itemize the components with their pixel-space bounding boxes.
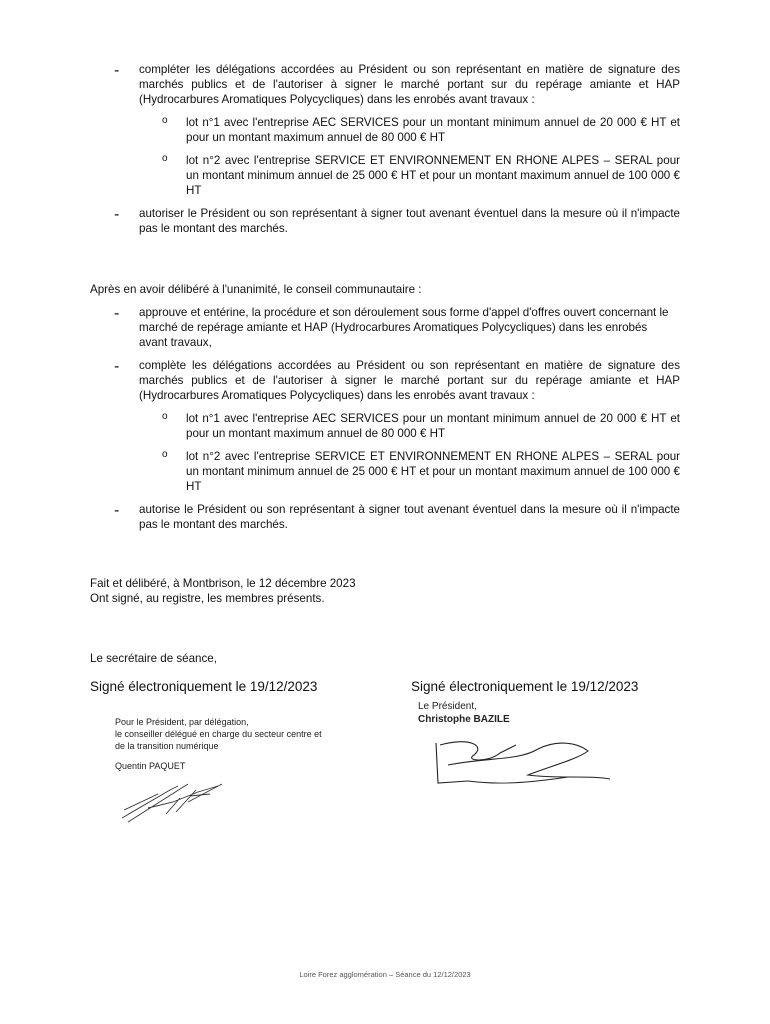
list-item: [90, 358, 680, 403]
deliberation-intro: Après en avoir délibéré à l'unanimité, le conseil communautaire :: [90, 283, 422, 296]
president-title: Le Président,: [418, 701, 477, 712]
right-handwritten-signature: [428, 735, 618, 793]
lot-1-text: lot n°1 avec l'entreprise AEC SERVICES pour un montant minimum annuel de 20 000 € HT et pour un montant maximum annuel de 80 000 € HT: [186, 116, 680, 144]
dash-bullet: -: [114, 502, 120, 519]
list-item-text: compléter les délégations accordées au Président ou son représentant en matière de signature des marchés publics et de l'autoriser à signer le marché portant sur du repérage amiante et HAP (Hydrocarbures Aromatiques Polycycliques) dans les enrobés avant travaux :: [139, 63, 680, 106]
right-signatory-block: [418, 700, 510, 726]
signatory-name: Quentin PAQUET: [115, 761, 186, 771]
circle-bullet: o: [162, 449, 168, 460]
dash-bullet: -: [114, 206, 120, 223]
dash-bullet: -: [114, 305, 120, 322]
dash-bullet: -: [114, 62, 120, 79]
secretary-label: Le secrétaire de séance,: [90, 652, 217, 665]
circle-bullet: o: [162, 115, 168, 126]
delegate-role-line-2: de la transition numérique: [115, 741, 219, 751]
right-signature-heading: Signé électroniquement le 19/12/2023: [411, 679, 639, 694]
lot-1-text: lot n°1 avec l'entreprise AEC SERVICES pour un montant minimum annuel de 20 000 € HT et pour un montant maximum annuel de 80 000 € HT: [186, 412, 680, 440]
sub-list-item: [90, 153, 680, 198]
closing-block: [90, 576, 356, 606]
left-signatory-block: [115, 716, 322, 772]
list-item-text: autorise le Président ou son représentant à signer tout avenant éventuel dans la mesure où il n'impacte pas le montant des marchés.: [139, 503, 680, 531]
sub-list-item: [90, 115, 680, 145]
delegate-role-line: le conseiller délégué en charge du secteur centre et: [115, 729, 322, 739]
sub-list-item: [90, 411, 680, 441]
circle-bullet: o: [162, 411, 168, 422]
list-item-text: complète les délégations accordées au Président ou son représentant en matière de signature des marchés publics et de l'autoriser à signer le marché portant sur du repérage amiante et HAP (Hydrocarbures Aromatiques Polycycliques) dans les enrobés avant travaux :: [139, 359, 680, 402]
circle-bullet: o: [162, 153, 168, 164]
list-item: [90, 502, 680, 532]
delegation-list-2: [90, 305, 680, 540]
left-handwritten-signature: [118, 772, 228, 827]
place-date-line: Fait et délibéré, à Montbrison, le 12 décembre 2023: [90, 577, 356, 590]
delegation-line: Pour le Président, par délégation,: [115, 717, 249, 727]
signed-register-line: Ont signé, au registre, les membres présents.: [90, 592, 325, 605]
left-signature-heading: Signé électroniquement le 19/12/2023: [90, 679, 318, 694]
lot-2-text: lot n°2 avec l'entreprise SERVICE ET ENVIRONNEMENT EN RHONE ALPES – SERAL pour un montant minimum annuel de 25 000 € HT et pour un montant maximum annuel de 100 000 € HT: [186, 154, 680, 197]
page-footer: Loire Forez agglomération – Séance du 12/12/2023: [299, 970, 471, 979]
signatory-name: Christophe BAZILE: [418, 714, 510, 725]
list-item-text: approuve et entérine, la procédure et son déroulement sous forme d'appel d'offres ouvert concernant le marché de repérage amiante et HAP (Hydrocarbures Aromatiques Polycycliques) dans les enrobés avant travaux,: [139, 306, 669, 349]
dash-bullet: -: [114, 358, 120, 375]
list-item-text: autoriser le Président ou son représentant à signer tout avenant éventuel dans la mesure où il n'impacte pas le montant des marchés.: [139, 207, 680, 235]
delegation-list-1: [90, 62, 680, 244]
sub-list-item: [90, 449, 680, 494]
lot-2-text: lot n°2 avec l'entreprise SERVICE ET ENVIRONNEMENT EN RHONE ALPES – SERAL pour un montant minimum annuel de 25 000 € HT et pour un montant maximum annuel de 100 000 € HT: [186, 450, 680, 493]
list-item: [90, 62, 680, 107]
list-item: [90, 206, 680, 236]
list-item: [90, 305, 680, 350]
